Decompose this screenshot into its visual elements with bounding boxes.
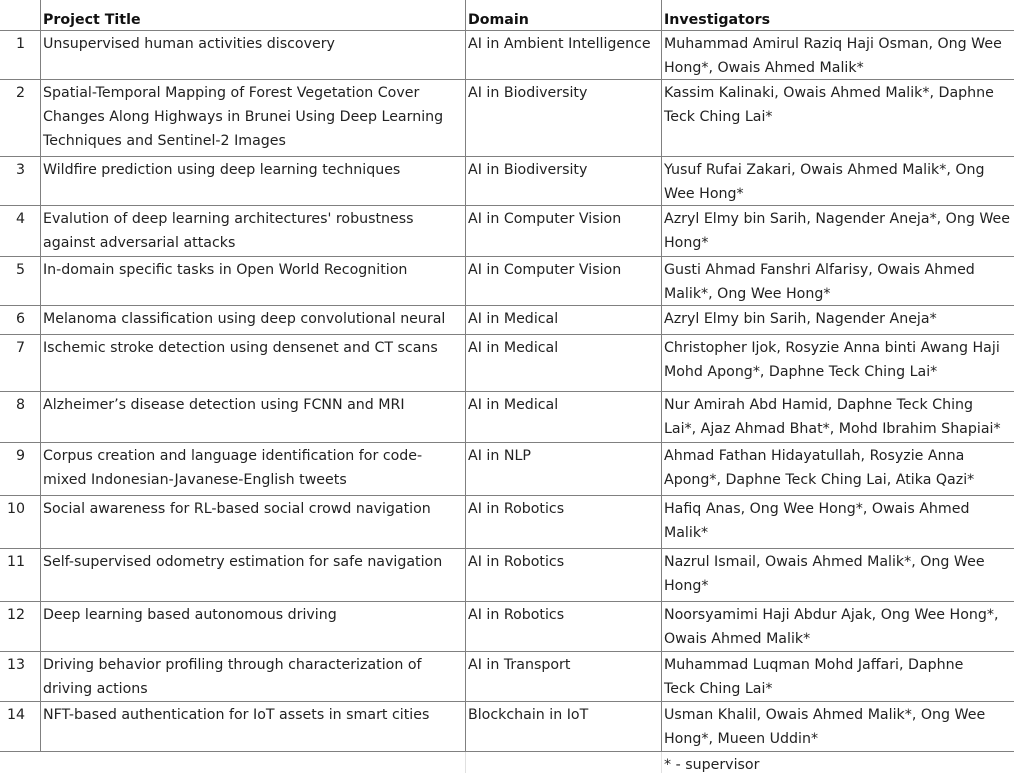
column-divider-faint: [465, 752, 466, 773]
domain-cell: AI in NLP: [468, 448, 531, 464]
project-title: Self-supervised odometry estimation for safe navigation: [43, 554, 443, 570]
row-number: 3: [15, 162, 25, 178]
row-divider: [0, 548, 1014, 549]
project-title: driving actions: [43, 681, 148, 697]
investigators: Mohd Apong*, Daphne Teck Ching Lai*: [664, 364, 938, 380]
row-divider: [0, 495, 1014, 496]
investigators: Muhammad Amirul Raziq Haji Osman, Ong Wee: [664, 36, 1002, 52]
investigators: Apong*, Daphne Teck Ching Lai, Atika Qazi*: [664, 472, 975, 488]
domain-cell: AI in Transport: [468, 657, 571, 673]
project-title: NFT-based authentication for IoT assets in smart cities: [43, 707, 430, 723]
project-title: Ischemic stroke detection using densenet and CT scans: [43, 340, 438, 356]
project-title: Social awareness for RL-based social crowd navigation: [43, 501, 431, 517]
project-title-cell: [40, 30, 465, 79]
project-title-cell: [40, 305, 465, 334]
investigators: Lai*, Ajaz Ahmad Bhat*, Mohd Ibrahim Shapiai*: [664, 421, 1001, 437]
investigators-cell: [661, 205, 1014, 256]
project-title-cell: [40, 495, 465, 548]
investigators-cell: [661, 442, 1014, 495]
project-title: Changes Along Highways in Brunei Using Deep Learning: [43, 109, 444, 125]
row-number: 2: [15, 85, 25, 101]
investigators: Nazrul Ismail, Owais Ahmed Malik*, Ong Wee: [664, 554, 985, 570]
project-title-cell: [40, 334, 465, 391]
investigators: Teck Ching Lai*: [664, 109, 773, 125]
investigators-cell: [661, 156, 1014, 205]
row-divider: [0, 256, 1014, 257]
project-title: Evalution of deep learning architectures' robustness: [43, 211, 414, 227]
investigators: Hong*: [664, 578, 709, 594]
row-number: 12: [6, 607, 25, 623]
investigators-cell: [661, 79, 1014, 156]
row-number: 10: [6, 501, 25, 517]
investigators: Hong*, Mueen Uddin*: [664, 731, 819, 747]
row-divider: [0, 751, 1014, 752]
project-title-cell: [40, 156, 465, 205]
column-divider: [465, 0, 466, 751]
investigators: Gusti Ahmad Fanshri Alfarisy, Owais Ahmed: [664, 262, 975, 278]
investigators-cell: [661, 334, 1014, 391]
row-number: 9: [15, 448, 25, 464]
project-title: Deep learning based autonomous driving: [43, 607, 337, 623]
investigators-cell: [661, 30, 1014, 79]
project-title-cell: [40, 651, 465, 701]
project-title-cell: [40, 701, 465, 751]
row-number: 11: [6, 554, 25, 570]
row-number: 5: [15, 262, 25, 278]
project-title-cell: [40, 391, 465, 442]
project-title-cell: [40, 548, 465, 601]
domain-cell: AI in Biodiversity: [468, 162, 588, 178]
investigators-cell: [661, 391, 1014, 442]
investigators-cell: [661, 305, 1014, 334]
project-title-cell: [40, 442, 465, 495]
domain-cell: AI in Computer Vision: [468, 262, 622, 278]
investigators: Ahmad Fathan Hidayatullah, Rosyzie Anna: [664, 448, 965, 464]
investigators: Wee Hong*: [664, 186, 744, 202]
column-divider: [661, 0, 662, 751]
project-title-cell: [40, 205, 465, 256]
project-title-cell: [40, 601, 465, 651]
investigators-cell: [661, 495, 1014, 548]
investigators: Kassim Kalinaki, Owais Ahmed Malik*, Daphne: [664, 85, 994, 101]
row-divider: [0, 391, 1014, 392]
investigators: Hafiq Anas, Ong Wee Hong*, Owais Ahmed: [664, 501, 970, 517]
investigators: Usman Khalil, Owais Ahmed Malik*, Ong Wee: [664, 707, 986, 723]
row-divider: [0, 701, 1014, 702]
project-title: mixed Indonesian-Javanese-English tweets: [43, 472, 347, 488]
row-divider: [0, 442, 1014, 443]
row-divider: [0, 30, 1014, 31]
domain-cell: AI in Robotics: [468, 607, 565, 623]
row-divider: [0, 334, 1014, 335]
row-divider: [0, 156, 1014, 157]
project-title: against adversarial attacks: [43, 235, 236, 251]
row-number: 13: [6, 657, 25, 673]
domain-cell: AI in Robotics: [468, 554, 565, 570]
investigators: Muhammad Luqman Mohd Jaffari, Daphne: [664, 657, 964, 673]
project-title-cell: [40, 79, 465, 156]
domain-cell: AI in Medical: [468, 311, 559, 327]
investigators-cell: [661, 651, 1014, 701]
project-title: Alzheimer’s disease detection using FCNN and MRI: [43, 397, 405, 413]
row-number: 6: [15, 311, 25, 327]
row-number: 7: [15, 340, 25, 356]
investigators: Azryl Elmy bin Sarih, Nagender Aneja*: [664, 311, 937, 327]
header-investigators: Investigators: [664, 12, 771, 28]
project-title: Wildfire prediction using deep learning techniques: [43, 162, 401, 178]
project-title: Melanoma classification using deep convolutional neural: [43, 311, 446, 327]
project-title-cell: [40, 256, 465, 305]
investigators: Christopher Ijok, Rosyzie Anna binti Awang Haji: [664, 340, 1000, 356]
domain-cell: AI in Biodiversity: [468, 85, 588, 101]
column-divider: [40, 0, 41, 751]
investigators-cell: [661, 256, 1014, 305]
investigators: Yusuf Rufai Zakari, Owais Ahmed Malik*, Ong: [664, 162, 985, 178]
footnote: * - supervisor: [664, 757, 760, 773]
row-divider: [0, 651, 1014, 652]
header-domain: Domain: [468, 12, 529, 28]
investigators: Malik*, Ong Wee Hong*: [664, 286, 831, 302]
investigators-cell: [661, 701, 1014, 751]
domain-cell: AI in Medical: [468, 397, 559, 413]
project-title: Unsupervised human activities discovery: [43, 36, 335, 52]
row-divider: [0, 79, 1014, 80]
column-divider-faint: [661, 752, 662, 773]
investigators: Teck Ching Lai*: [664, 681, 773, 697]
investigators: Malik*: [664, 525, 709, 541]
investigators-cell: [661, 548, 1014, 601]
domain-cell: AI in Ambient Intelligence: [468, 36, 651, 52]
row-divider: [0, 205, 1014, 206]
domain-cell: AI in Medical: [468, 340, 559, 356]
row-number: 1: [15, 36, 25, 52]
investigators: Owais Ahmed Malik*: [664, 631, 811, 647]
row-number: 8: [15, 397, 25, 413]
row-divider: [0, 305, 1014, 306]
row-number: 4: [15, 211, 25, 227]
row-divider: [0, 601, 1014, 602]
domain-cell: AI in Computer Vision: [468, 211, 622, 227]
investigators: Noorsyamimi Haji Abdur Ajak, Ong Wee Hong*,: [664, 607, 999, 623]
investigators: Nur Amirah Abd Hamid, Daphne Teck Ching: [664, 397, 974, 413]
domain-cell: AI in Robotics: [468, 501, 565, 517]
project-title: Driving behavior profiling through characterization of: [43, 657, 422, 673]
header-title: Project Title: [43, 12, 141, 28]
investigators-cell: [661, 601, 1014, 651]
domain-cell: Blockchain in IoT: [468, 707, 589, 723]
investigators: Hong*, Owais Ahmed Malik*: [664, 60, 864, 76]
investigators: Azryl Elmy bin Sarih, Nagender Aneja*, Ong Wee: [664, 211, 1011, 227]
project-title: Spatial-Temporal Mapping of Forest Vegetation Cover: [43, 85, 420, 101]
investigators: Hong*: [664, 235, 709, 251]
project-title: Techniques and Sentinel-2 Images: [43, 133, 286, 149]
row-number: 14: [6, 707, 25, 723]
project-title: Corpus creation and language identification for code-: [43, 448, 423, 464]
project-title: In-domain specific tasks in Open World Recognition: [43, 262, 408, 278]
